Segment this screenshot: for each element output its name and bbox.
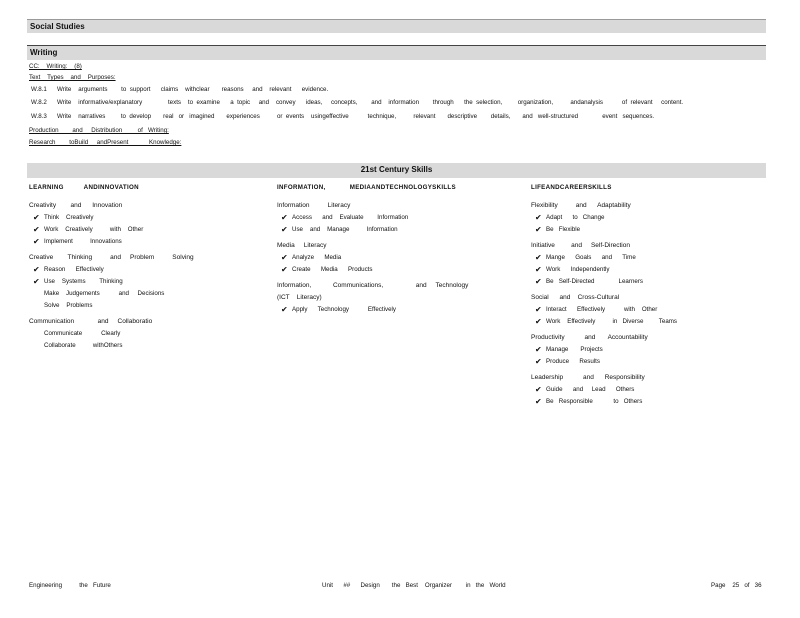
checkmark-icon: ✔	[281, 305, 288, 314]
skill-item-label: Be Self-Directed Learners	[546, 278, 643, 285]
skill-item	[277, 264, 468, 276]
skill-item-label: Mange Goals and Time	[546, 254, 636, 261]
skill-item-label: Interact Effectively with Other	[546, 306, 658, 313]
standard-text: Write arguments to support claims withclear reasons and relevant evidence.	[57, 86, 329, 93]
checkmark-icon: ✔	[281, 213, 288, 222]
skills-column	[531, 182, 677, 412]
skill-item-label: Work Independently	[546, 266, 610, 273]
skill-item-label: Solve Problems	[44, 302, 93, 309]
standard-code: W.8.1	[31, 86, 47, 93]
standard-row	[31, 86, 328, 94]
checkmark-icon: ✔	[33, 213, 40, 222]
standard-row	[31, 99, 683, 107]
skill-item-label: Implement Innovations	[44, 238, 122, 245]
skill-item	[29, 340, 194, 352]
standard-text: Write informative/explanatory texts to examine a topic and convey ideas, concepts, and information through the selection, organization, andanalysis of relevant content.	[57, 99, 684, 106]
skills-column-heading: INFORMATION, MEDIAANDTECHNOLOGYSKILLS	[277, 184, 456, 191]
footer-page: Page 25 of 36	[711, 582, 762, 589]
skill-group	[29, 252, 194, 312]
skill-group-title: Media Literacy	[277, 242, 327, 249]
skill-item	[277, 304, 468, 316]
skill-group	[531, 332, 677, 368]
skill-item	[531, 356, 677, 368]
skill-group-title: Initiative and Self-Direction	[531, 242, 630, 249]
skill-item	[531, 264, 677, 276]
skill-group-subtitle: (ICT Literacy)	[277, 294, 322, 301]
skill-item-label: Guide and Lead Others	[546, 386, 635, 393]
skills-header: 21st Century Skills	[27, 163, 766, 178]
checkmark-icon: ✔	[535, 357, 542, 366]
skill-item-label: Manage Projects	[546, 346, 603, 353]
checkmark-icon: ✔	[535, 345, 542, 354]
skill-group	[277, 280, 468, 316]
checkmark-icon: ✔	[535, 213, 542, 222]
footer-left: Engineering the Future	[29, 582, 111, 589]
skill-group	[29, 316, 194, 352]
skills-column-heading: LIFEANDCAREERSKILLS	[531, 184, 612, 191]
skill-item	[531, 344, 677, 356]
skill-group-title: Leadership and Responsibility	[531, 374, 645, 381]
standard-code: W.8.3	[31, 113, 47, 120]
skill-group-title: Creativity and Innovation	[29, 202, 123, 209]
skill-item-label: Use and Manage Information	[292, 226, 398, 233]
skill-item	[531, 276, 677, 288]
skill-item	[29, 212, 194, 224]
checkmark-icon: ✔	[33, 237, 40, 246]
research-label: Research toBuild andPresent Knowledge:	[29, 139, 182, 146]
skill-item	[531, 224, 677, 236]
skill-item-label: Work Effectively in Diverse Teams	[546, 318, 678, 325]
text-types-label: Text Types and Purposes:	[29, 74, 116, 81]
skill-item-label: Communicate Clearly	[44, 330, 121, 337]
skill-group	[29, 200, 194, 248]
skill-item	[29, 264, 194, 276]
skill-item	[277, 212, 468, 224]
standard-row	[31, 113, 654, 121]
skill-group	[277, 240, 468, 276]
checkmark-icon: ✔	[535, 225, 542, 234]
skill-item	[531, 384, 677, 396]
skill-item	[29, 328, 194, 340]
skill-item	[531, 212, 677, 224]
skill-item-label: Be Responsible to Others	[546, 398, 643, 405]
skills-column	[277, 182, 468, 320]
checkmark-icon: ✔	[281, 265, 288, 274]
skill-item-label: Apply Technology Effectively	[292, 306, 396, 313]
checkmark-icon: ✔	[281, 225, 288, 234]
skill-item	[531, 252, 677, 264]
skill-item-label: Make Judgements and Decisions	[44, 290, 165, 297]
skill-item-label: Adapt to Change	[546, 214, 605, 221]
skill-item	[29, 224, 194, 236]
standard-text: Write narratives to develop real or imagined experiences or events usingeffective technique, relevant descriptive details, and well-structured event sequences.	[57, 113, 655, 120]
skill-group-title: Productivity and Accountability	[531, 334, 648, 341]
checkmark-icon: ✔	[281, 253, 288, 262]
skill-item-label: Collaborate withOthers	[44, 342, 123, 349]
skills-column	[29, 182, 194, 356]
checkmark-icon: ✔	[33, 277, 40, 286]
skill-group-title: Creative Thinking and Problem Solving	[29, 254, 194, 261]
skill-group-title: Social and Cross-Cultural	[531, 294, 620, 301]
skill-item	[531, 396, 677, 408]
skill-item	[29, 276, 194, 288]
skill-group-title: Information Literacy	[277, 202, 351, 209]
skill-item	[277, 252, 468, 264]
skill-item-label: Reason Effectively	[44, 266, 104, 273]
subject-header: Social Studies	[27, 19, 766, 33]
skill-item-label: Access and Evaluate Information	[292, 214, 409, 221]
skill-group	[531, 240, 677, 288]
checkmark-icon: ✔	[535, 305, 542, 314]
skill-item	[29, 288, 194, 300]
standard-code: W.8.2	[31, 99, 47, 106]
skill-item	[531, 316, 677, 328]
skill-item-label: Analyze Media	[292, 254, 342, 261]
skill-group	[531, 372, 677, 408]
footer-center: Unit ## Design the Best Organizer in the World	[322, 582, 506, 589]
cc-writing-label: CC: Writing: (8)	[29, 63, 82, 70]
writing-header: Writing	[27, 45, 766, 60]
skill-group-title: Flexibility and Adaptability	[531, 202, 631, 209]
skill-item	[29, 300, 194, 312]
skill-item-label: Create Media Products	[292, 266, 373, 273]
skill-item-label: Think Creatively	[44, 214, 94, 221]
skill-item	[277, 224, 468, 236]
checkmark-icon: ✔	[535, 317, 542, 326]
skill-group-title: Communication and Collaboratio	[29, 318, 153, 325]
checkmark-icon: ✔	[33, 225, 40, 234]
checkmark-icon: ✔	[535, 397, 542, 406]
checkmark-icon: ✔	[535, 385, 542, 394]
checkmark-icon: ✔	[535, 253, 542, 262]
skill-item-label: Use Systems Thinking	[44, 278, 123, 285]
skill-group	[531, 200, 677, 236]
checkmark-icon: ✔	[33, 265, 40, 274]
skill-group-title: Information, Communications, and Technology	[277, 282, 469, 289]
skill-item-label: Produce Results	[546, 358, 600, 365]
skill-item-label: Work Creatively with Other	[44, 226, 144, 233]
skill-group	[531, 292, 677, 328]
skills-column-heading: LEARNING ANDINNOVATION	[29, 184, 139, 191]
production-label: Production and Distribution of Writing:	[29, 127, 169, 134]
skill-item-label: Be Flexible	[546, 226, 581, 233]
skill-item	[531, 304, 677, 316]
skill-group	[277, 200, 468, 236]
skill-item	[29, 236, 194, 248]
checkmark-icon: ✔	[535, 265, 542, 274]
checkmark-icon: ✔	[535, 277, 542, 286]
